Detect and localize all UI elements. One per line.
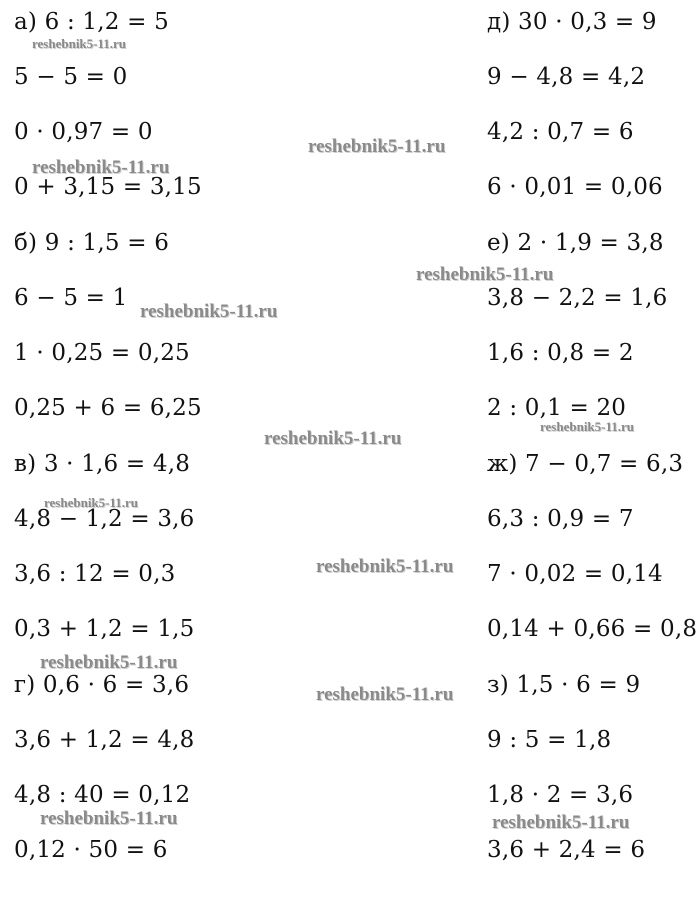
- right-line-14: 9 : 5 = 1,8: [487, 727, 612, 753]
- watermark: reshebnik5-11.ru: [32, 157, 170, 178]
- left-line-14: 3,6 + 1,2 = 4,8: [14, 727, 195, 753]
- left-line-5: б) 9 : 1,5 = 6: [14, 230, 170, 256]
- right-line-6: 3,8 − 2,2 = 1,6: [487, 285, 668, 311]
- left-line-2: 5 − 5 = 0: [14, 64, 128, 90]
- watermark: reshebnik5-11.ru: [40, 652, 178, 673]
- watermark: reshebnik5-11.ru: [32, 36, 127, 51]
- right-line-12: 0,14 + 0,66 = 0,8: [487, 616, 698, 642]
- left-line-7: 1 · 0,25 = 0,25: [14, 340, 190, 366]
- watermark: reshebnik5-11.ru: [416, 264, 554, 285]
- right-line-1: д) 30 · 0,3 = 9: [487, 9, 657, 35]
- watermark: reshebnik5-11.ru: [316, 556, 454, 577]
- left-line-13: г) 0,6 · 6 = 3,6: [14, 672, 190, 698]
- left-line-8: 0,25 + 6 = 6,25: [14, 395, 202, 421]
- watermark: reshebnik5-11.ru: [44, 495, 139, 510]
- right-line-8: 2 : 0,1 = 20: [487, 395, 627, 421]
- left-line-10: 4,8 − 1,2 = 3,6: [14, 506, 195, 532]
- right-line-15: 1,8 · 2 = 3,6: [487, 782, 634, 808]
- left-line-12: 0,3 + 1,2 = 1,5: [14, 616, 195, 642]
- left-line-3: 0 · 0,97 = 0: [14, 119, 153, 145]
- left-line-16: 0,12 · 50 = 6: [14, 837, 168, 863]
- right-line-9: ж) 7 − 0,7 = 6,3: [487, 451, 684, 477]
- watermark: reshebnik5-11.ru: [316, 684, 454, 705]
- left-line-15: 4,8 : 40 = 0,12: [14, 782, 191, 808]
- watermark: reshebnik5-11.ru: [264, 428, 402, 449]
- watermark: reshebnik5-11.ru: [40, 808, 178, 829]
- left-line-11: 3,6 : 12 = 0,3: [14, 561, 176, 587]
- right-line-16: 3,6 + 2,4 = 6: [487, 837, 646, 863]
- right-line-10: 6,3 : 0,9 = 7: [487, 506, 634, 532]
- left-line-1: а) 6 : 1,2 = 5: [14, 9, 169, 35]
- watermark: reshebnik5-11.ru: [540, 419, 635, 434]
- right-line-4: 6 · 0,01 = 0,06: [487, 174, 663, 200]
- watermark: reshebnik5-11.ru: [308, 136, 446, 157]
- left-line-4: 0 + 3,15 = 3,15: [14, 174, 202, 200]
- left-line-9: в) 3 · 1,6 = 4,8: [14, 451, 191, 477]
- watermark: reshebnik5-11.ru: [492, 812, 630, 833]
- right-line-7: 1,6 : 0,8 = 2: [487, 340, 634, 366]
- right-line-2: 9 − 4,8 = 4,2: [487, 64, 646, 90]
- right-line-5: е) 2 · 1,9 = 3,8: [487, 230, 664, 256]
- watermark: reshebnik5-11.ru: [140, 301, 278, 322]
- left-line-6: 6 − 5 = 1: [14, 285, 128, 311]
- right-line-13: з) 1,5 · 6 = 9: [487, 672, 641, 698]
- right-line-3: 4,2 : 0,7 = 6: [487, 119, 634, 145]
- right-line-11: 7 · 0,02 = 0,14: [487, 561, 663, 587]
